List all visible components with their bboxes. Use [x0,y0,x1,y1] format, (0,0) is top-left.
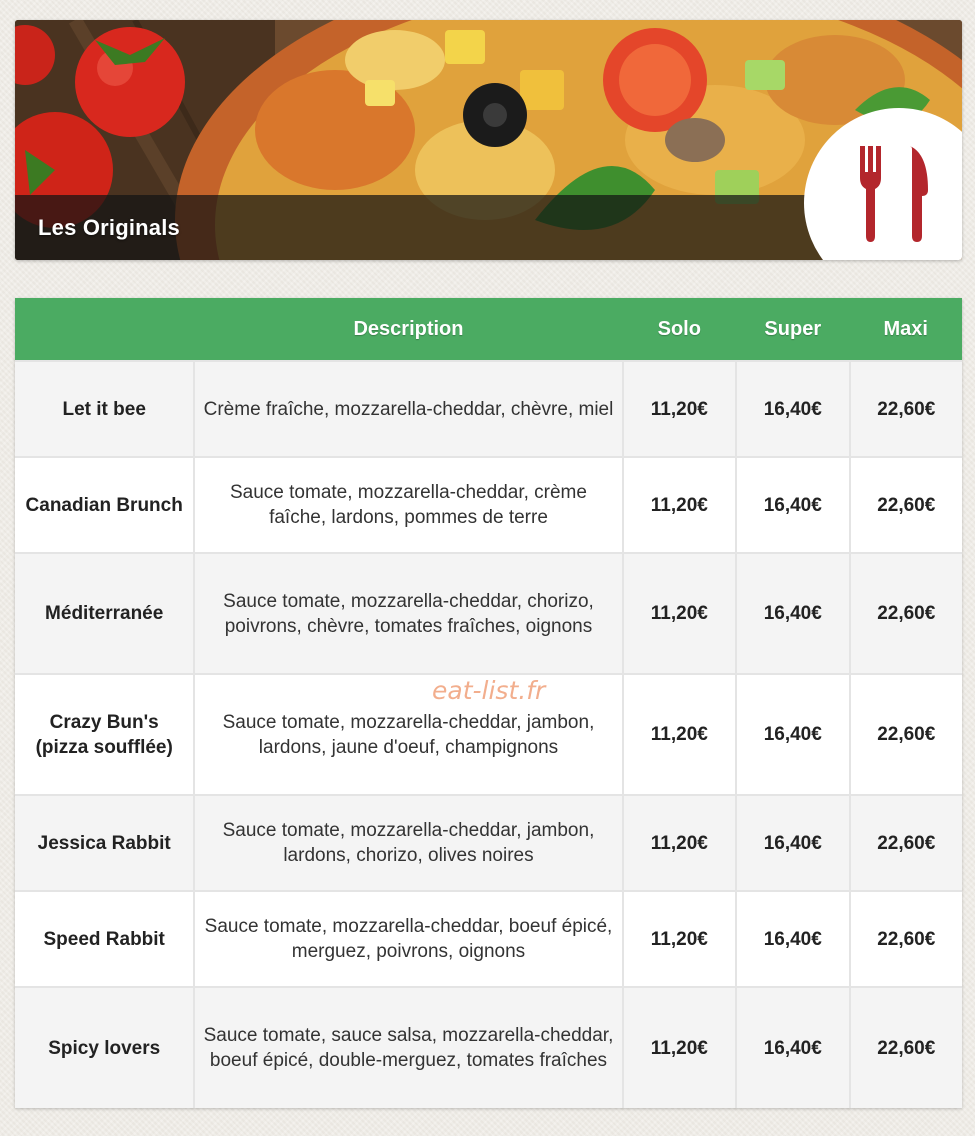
pizza-name: Canadian Brunch [15,457,194,553]
pizza-name: Méditerranée [15,553,194,674]
pizza-description: Sauce tomate, sauce salsa, mozzarella-cheddar, boeuf épicé, double-merguez, tomates fraîches [194,987,622,1108]
price-super: 16,40€ [736,457,849,553]
header-super: Super [764,317,822,340]
price-solo: 11,20€ [623,891,736,987]
price-super: 16,40€ [736,987,849,1108]
price-solo: 11,20€ [623,795,736,891]
header-name [15,298,194,361]
pizza-name: Crazy Bun's (pizza soufflée) [15,674,194,795]
pizza-price-table [15,298,962,1108]
watermark: eat-list.fr [432,676,546,705]
category-title: Les Originals [38,215,180,240]
pizza-description: Sauce tomate, mozzarella-cheddar, chorizo, poivrons, chèvre, tomates fraîches, oignons [194,553,622,674]
pizza-description: Sauce tomate, mozzarella-cheddar, jambon, lardons, jaune d'oeuf, champignons [194,674,622,795]
pizza-name: Let it bee [15,361,194,457]
pizza-description: Sauce tomate, mozzarella-cheddar, jambon, lardons, chorizo, olives noires [194,795,622,891]
table-row [15,987,962,1108]
header-maxi: Maxi [883,317,928,340]
price-maxi: 22,60€ [850,795,963,891]
price-solo: 11,20€ [623,361,736,457]
table-row [15,795,962,891]
pizza-name: Speed Rabbit [15,891,194,987]
pizza-description: Sauce tomate, mozzarella-cheddar, boeuf épicé, merguez, poivrons, oignons [194,891,622,987]
pizza-description: Crème fraîche, mozzarella-cheddar, chèvre, miel [194,361,622,457]
table-row [15,553,962,674]
header-solo: Solo [657,317,701,340]
price-solo: 11,20€ [623,457,736,553]
table-row [15,457,962,553]
category-banner [15,20,962,260]
price-solo: 11,20€ [623,553,736,674]
price-solo: 11,20€ [623,674,736,795]
table-row [15,674,962,795]
table-header-row [15,298,962,361]
pizza-name: Jessica Rabbit [15,795,194,891]
fork-knife-icon [858,146,930,242]
pizza-description: Sauce tomate, mozzarella-cheddar, crème faîche, lardons, pommes de terre [194,457,622,553]
price-super: 16,40€ [736,891,849,987]
price-solo: 11,20€ [623,987,736,1108]
price-super: 16,40€ [736,674,849,795]
pizza-name: Spicy lovers [15,987,194,1108]
price-super: 16,40€ [736,553,849,674]
table-row [15,361,962,457]
price-maxi: 22,60€ [850,457,963,553]
price-maxi: 22,60€ [850,553,963,674]
price-maxi: 22,60€ [850,674,963,795]
price-maxi: 22,60€ [850,361,963,457]
header-description: Description [353,317,464,340]
price-maxi: 22,60€ [850,987,963,1108]
price-super: 16,40€ [736,795,849,891]
table-row [15,891,962,987]
price-maxi: 22,60€ [850,891,963,987]
price-super: 16,40€ [736,361,849,457]
